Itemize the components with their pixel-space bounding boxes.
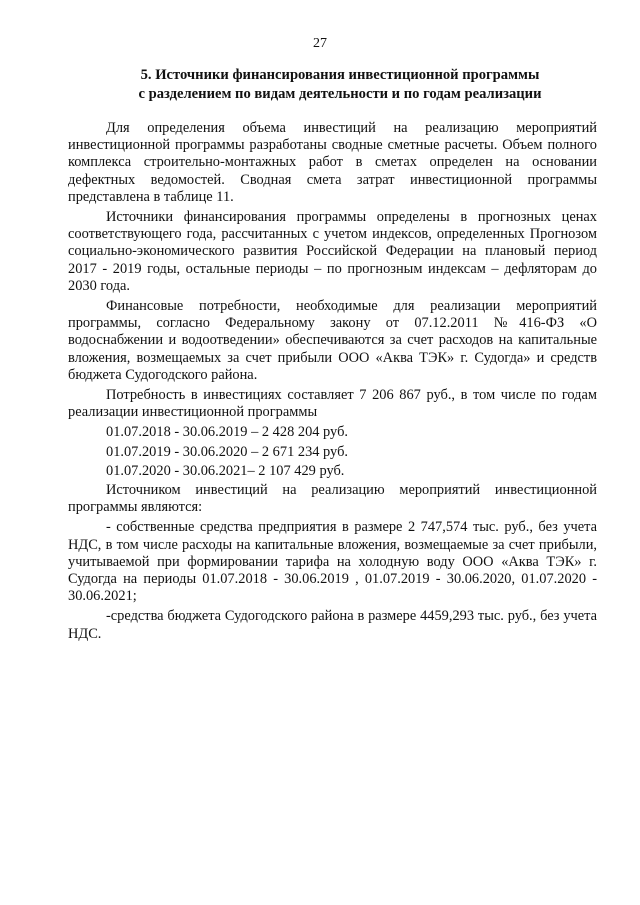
period-line-2: 01.07.2019 - 30.06.2020 – 2 671 234 руб.	[106, 443, 348, 460]
paragraph-sources-intro: Источником инвестиций на реализацию мероприятий инвестиционной программы являются:	[68, 482, 597, 516]
source-district-budget: -средства бюджета Судогодского района в размере 4459,293 тыс. руб., без учета НДС.	[68, 608, 597, 642]
paragraph-financial-needs: Финансовые потребности, необходимые для реализации мероприятий программы, согласно Федеральному закону от 07.12.2011 №416-ФЗ «О водоснабжении и водоотведении» обеспечиваются за счет расходов на капитальные вложения, возмещаемых за счет прибыли ООО «Аква ТЭК» г. Судогда» и средств бюджета Судогодского района.	[68, 298, 597, 383]
section-heading-line-1: 5. Источники финансирования инвестиционной программы	[140, 67, 540, 83]
paragraph-investment-total: Потребность в инвестициях составляет 7 206 867 руб., в том числе по годам реализации инвестиционной программы	[68, 387, 597, 421]
section-heading-line-2: с разделением по видам деятельности и по годам реализации	[138, 86, 542, 102]
paragraph-forecast-prices: Источники финансирования программы определены в прогнозных ценах соответствующего года, рассчитанных с учетом индексов, определенных Прогнозом социально-экономического развития Российской Федерации на плановый период 2017 - 2019 годы, остальные периоды – по прогнозным индексам – дефляторам до 2030 года.	[68, 209, 597, 294]
period-line-3: 01.07.2020 - 30.06.2021– 2 107 429 руб.	[106, 462, 345, 479]
document-body	[68, 120, 597, 646]
source-own-funds: - собственные средства предприятия в размере 2 747,574 тыс. руб., без учета НДС, в том числе расходы на капитальные вложения, возмещаемые за счет прибыли, учитываемой при формировании тарифа на холодную воду ООО «Аква ТЭК» г. Судогда на периоды 01.07.2018 - 30.06.2019 , 01.07.2019 - 30.06.2020, 01.07.2020 - 30.06.2021;	[68, 519, 597, 605]
page-number: 27	[313, 36, 327, 51]
paragraph-estimates: Для определения объема инвестиций на реализацию мероприятий инвестиционной программы разработаны сводные сметные расчеты. Объем полного комплекса строительно-монтажных работ в сметах определен на основании дефектных ведомостей. Сводная смета затрат инвестиционной программы представлена в таблице 11.	[68, 120, 597, 205]
period-line-1: 01.07.2018 - 30.06.2019 – 2 428 204 руб.	[106, 424, 348, 441]
section-heading	[90, 66, 590, 104]
